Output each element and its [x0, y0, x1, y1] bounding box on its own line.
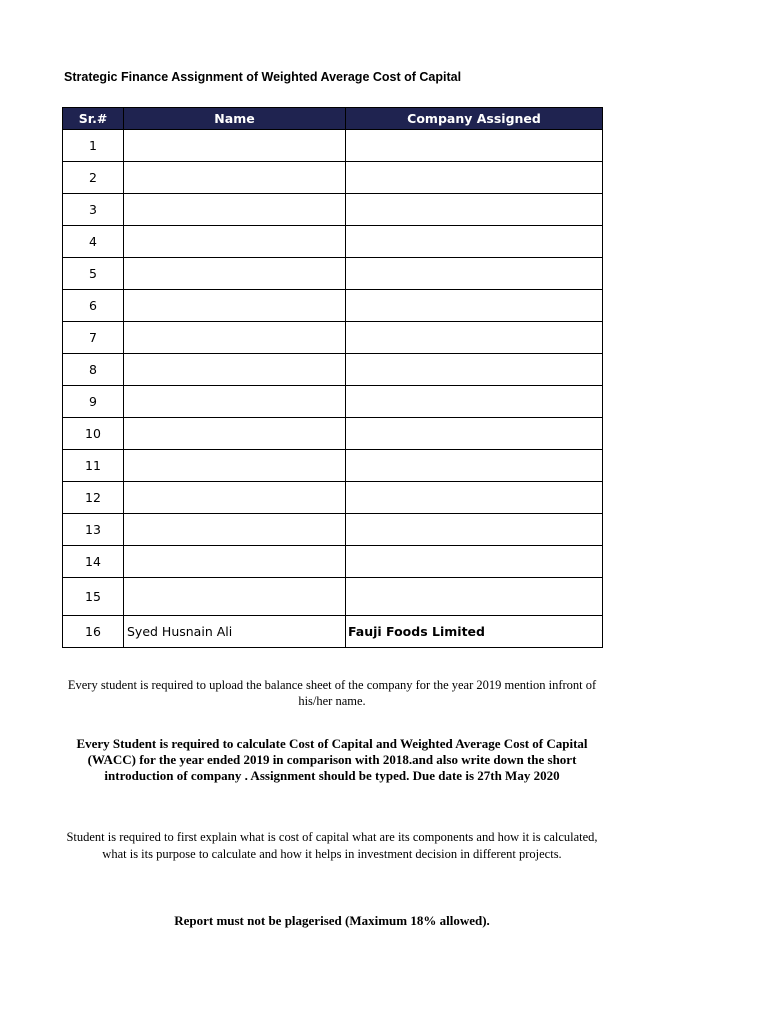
name-cell[interactable] [124, 450, 346, 482]
company-cell[interactable] [346, 418, 603, 450]
company-cell[interactable] [346, 258, 603, 290]
name-cell[interactable] [124, 354, 346, 386]
name-cell[interactable] [124, 258, 346, 290]
name-cell[interactable] [124, 194, 346, 226]
sr-cell: 14 [63, 546, 124, 578]
company-cell[interactable] [346, 162, 603, 194]
name-cell[interactable] [124, 578, 346, 616]
table-row [63, 322, 603, 354]
table-row [63, 194, 603, 226]
name-cell[interactable] [124, 386, 346, 418]
company-cell[interactable] [346, 546, 603, 578]
company-cell[interactable] [346, 482, 603, 514]
header-name: Name [124, 108, 346, 130]
assignment-table [62, 107, 603, 648]
company-cell[interactable] [346, 354, 603, 386]
name-cell[interactable] [124, 130, 346, 162]
table-row [63, 354, 603, 386]
sr-cell: 3 [63, 194, 124, 226]
company-cell[interactable] [346, 514, 603, 546]
name-cell[interactable] [124, 290, 346, 322]
calculation-instruction: Every Student is required to calculate Cost of Capital and Weighted Average Cost of Capital (WACC) for the year ended 2019 in comparison with 2018.and also write down the short introduction of company . Assignment should be typed. Due date is 27th May 2020 [76, 736, 588, 783]
table-row [63, 578, 603, 616]
company-cell[interactable] [346, 130, 603, 162]
explanation-instruction: Student is required to first explain what is cost of capital what are its components and how it is calculated, what is its purpose to calculate and how it helps in investment decision in different projects. [66, 830, 598, 861]
name-cell[interactable] [124, 322, 346, 354]
name-cell[interactable] [124, 226, 346, 258]
sr-cell: 4 [63, 226, 124, 258]
company-cell[interactable] [346, 450, 603, 482]
plagiarism-note: Report must not be plagerised (Maximum 18% allowed). [174, 913, 490, 928]
name-cell[interactable] [124, 514, 346, 546]
name-cell[interactable] [124, 162, 346, 194]
page-title: Strategic Finance Assignment of Weighted Average Cost of Capital [64, 70, 462, 84]
upload-instruction: Every student is required to upload the balance sheet of the company for the year 2019 mention infront of his/her name. [67, 678, 597, 708]
sr-cell: 12 [63, 482, 124, 514]
table-row [63, 514, 603, 546]
sr-cell: 8 [63, 354, 124, 386]
company-cell[interactable] [346, 226, 603, 258]
table-row [63, 482, 603, 514]
sr-cell: 15 [63, 578, 124, 616]
table-row [63, 226, 603, 258]
sr-cell: 2 [63, 162, 124, 194]
company-cell[interactable] [346, 290, 603, 322]
sr-cell: 5 [63, 258, 124, 290]
sr-cell: 9 [63, 386, 124, 418]
company-cell[interactable]: Fauji Foods Limited [346, 616, 603, 648]
sr-cell: 1 [63, 130, 124, 162]
sr-cell: 10 [63, 418, 124, 450]
table-row [63, 450, 603, 482]
table-row [63, 258, 603, 290]
table-row [63, 418, 603, 450]
company-cell[interactable] [346, 386, 603, 418]
name-cell[interactable] [124, 546, 346, 578]
header-company: Company Assigned [346, 108, 603, 130]
sr-cell: 7 [63, 322, 124, 354]
sr-cell: 11 [63, 450, 124, 482]
name-cell[interactable]: Syed Husnain Ali [124, 616, 346, 648]
header-sr: Sr.# [63, 108, 124, 130]
table-row [63, 130, 603, 162]
table-row [63, 290, 603, 322]
sr-cell: 13 [63, 514, 124, 546]
table-header-row [63, 108, 603, 130]
name-cell[interactable] [124, 482, 346, 514]
company-cell[interactable] [346, 578, 603, 616]
table-row [63, 162, 603, 194]
sr-cell: 16 [63, 616, 124, 648]
company-cell[interactable] [346, 194, 603, 226]
table-row [63, 616, 603, 648]
sr-cell: 6 [63, 290, 124, 322]
company-cell[interactable] [346, 322, 603, 354]
name-cell[interactable] [124, 418, 346, 450]
table-row [63, 386, 603, 418]
table-row [63, 546, 603, 578]
